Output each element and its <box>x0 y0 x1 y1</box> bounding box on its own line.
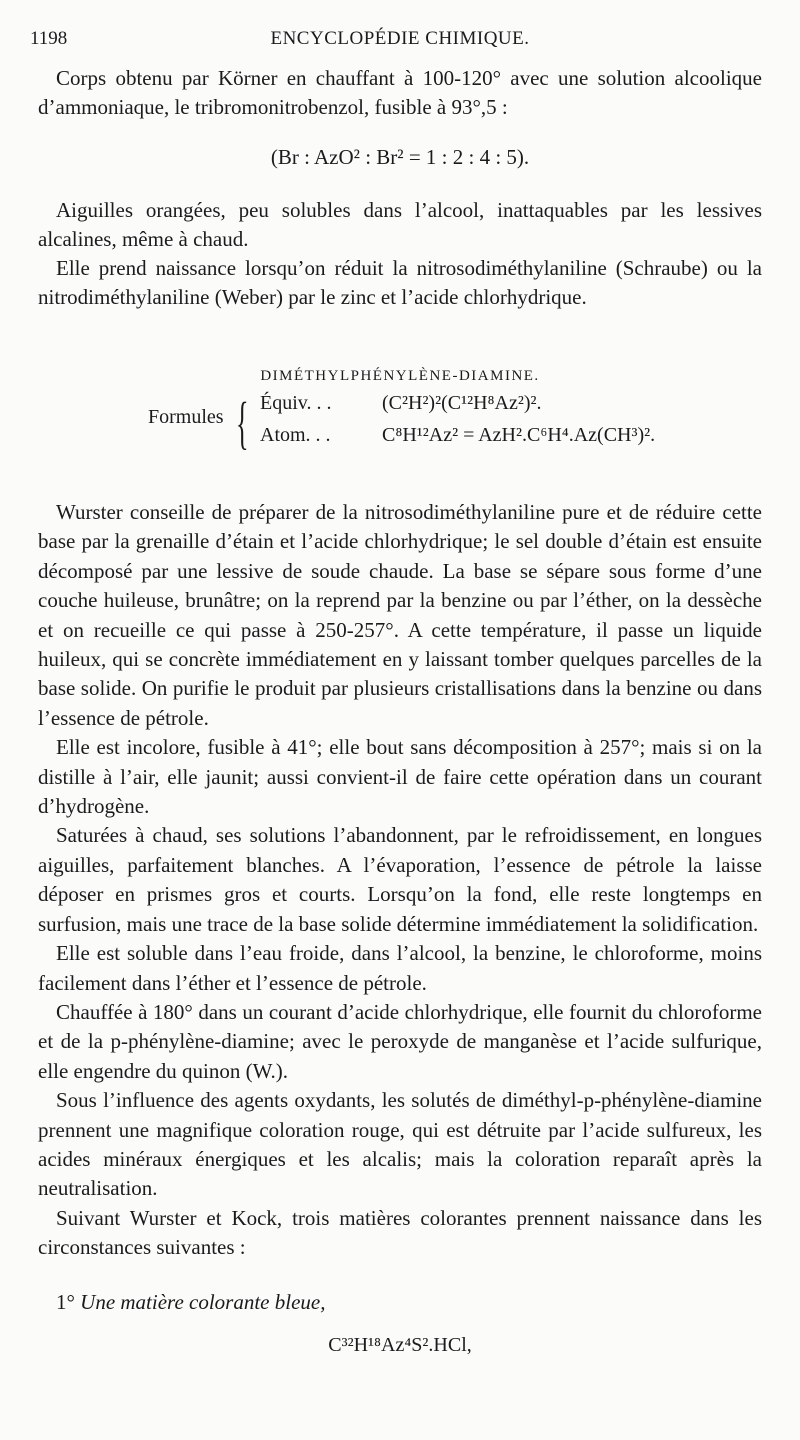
list-item-formula: C³²H¹⁸Az⁴S².HCl, <box>328 1334 472 1356</box>
intro-paragraph-1: Corps obtenu par Körner en chauffant à 100-120° avec une solution alcoolique d’ammoniaque, le tribromonitrobenzol, fusible à 93°,5 : <box>38 66 762 120</box>
body-paragraph: Suivant Wurster et Kock, trois matières colorantes prennent naissance dans les circonstances suivantes : <box>38 1205 762 1260</box>
formulas-block <box>148 388 708 472</box>
body-paragraph: Saturées à chaud, ses solutions l’abandonnent, par le refroidissement, en longues aiguilles, parfaitement blanches. A l’évaporation, l’essence de pétrole la laisse déposer en prismes gros et courts. Lorsqu’on la fond, elle reste longtemps en surfusion, mais une trace de la base solide détermine immédiatement la solidification. <box>38 823 762 936</box>
body-paragraph: Chauffée à 180° dans un courant d’acide chlorhydrique, elle fournit du chloroforme et de la p-phénylène-diamine; avec le peroxyde de manganèse et l’acide sulfurique, elle engendre du quinon (W.). <box>38 999 762 1083</box>
page-number: 1198 <box>30 28 68 49</box>
ratio-formula: (Br : AzO² : Br² = 1 : 2 : 4 : 5). <box>270 145 530 169</box>
formula-key: Atom. . . <box>260 424 331 446</box>
body-paragraph: Wurster conseille de préparer de la nitrosodiméthylaniline pure et de réduire cette base par la grenaille d’étain et l’acide chlorhydrique; le sel double d’étain est ensuite décomposé par une lessive de soude chaude. La base se sépare sous forme d’une couche huileuse, brunâtre; on la reprend par la benzine ou par l’éther, on la dessèche et on recueille ce qui passe à 250-257°. A cette température, il passe un liquide huileux, qui se concrète immédiatement en y laissant tomber quelques parcelles de la base solide. On purifie le produit par plusieurs cristallisations dans la benzine ou dans l’essence de pétrole. <box>38 500 762 730</box>
page-header <box>30 24 770 54</box>
formulas-label: Formules <box>148 406 224 428</box>
list-item-text: Une matière colorante bleue, <box>80 1290 326 1314</box>
body-text <box>38 498 762 1263</box>
formula-value: (C²H²)²(C¹²H⁸Az²)². <box>382 392 542 414</box>
body-paragraph: Sous l’influence des agents oxydants, les solutés de diméthyl-p-phénylène-diamine prennent une magnifique coloration rouge, qui est détruite par l’acide sulfureux, les acides minéraux énergiques et les alcalis; mais la coloration reparaît après la neutralisation. <box>38 1088 762 1201</box>
formula-row-equiv <box>260 388 541 418</box>
running-head: ENCYCLOPÉDIE CHIMIQUE. <box>270 28 530 49</box>
brace-glyph: { <box>236 390 249 455</box>
formula-value: C⁸H¹²Az² = AzH².C⁶H⁴.Az(CH³)². <box>382 424 656 446</box>
body-paragraph: Elle est incolore, fusible à 41°; elle bout sans décomposition à 257°; mais si on la distille à l’air, elle jaunit; aussi convient-il de faire cette opération dans un courant d’hydrogène. <box>38 735 762 819</box>
intro-paragraph-2: Aiguilles orangées, peu solubles dans l’alcool, inattaquables par les lessives alcalines, même à chaud. <box>38 198 762 252</box>
intro-paragraph-3: Elle prend naissance lorsqu’on réduit la nitrosodiméthylaniline (Schraube) ou la nitrodiméthylaniline (Weber) par le zinc et l’acide chlorhydrique. <box>38 256 762 310</box>
body-paragraph: Elle est soluble dans l’eau froide, dans l’alcool, la benzine, le chloroforme, moins facilement dans l’éther et l’essence de pétrole. <box>38 941 762 995</box>
section-title: DIMÉTHYLPHÉNYLÈNE-DIAMINE. <box>260 368 540 384</box>
formula-row-atom <box>260 420 655 450</box>
list-item <box>38 1288 762 1317</box>
list-item-number: 1° <box>56 1290 75 1314</box>
formula-key: Équiv. . . <box>260 392 332 414</box>
